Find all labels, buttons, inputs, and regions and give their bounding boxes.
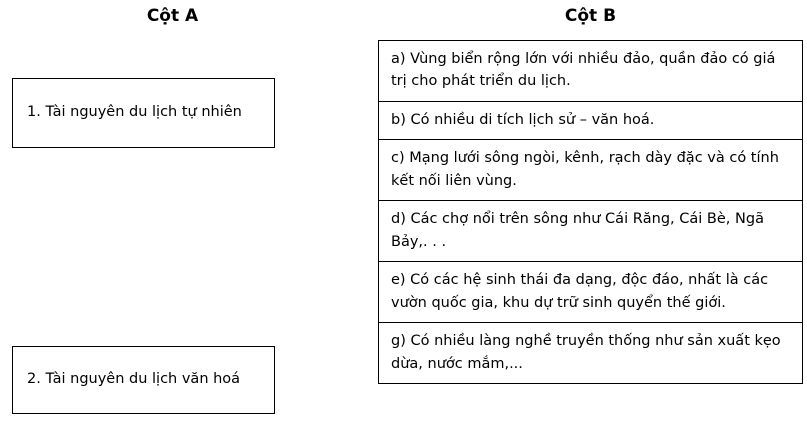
column-b-item-c-label: c) Mạng lưới sông ngòi, kênh, rạch dày đặc và có tính kết nối liên vùng. xyxy=(391,150,779,189)
column-b-item-a-label: a) Vùng biển rộng lớn với nhiều đảo, quần đảo có giá trị cho phát triển du lịch. xyxy=(391,51,776,90)
column-b-item-b[interactable] xyxy=(379,102,802,140)
column-b-table xyxy=(378,40,803,384)
column-a-item-1[interactable] xyxy=(12,78,275,148)
column-b-item-a[interactable] xyxy=(379,41,802,102)
column-a-item-2[interactable] xyxy=(12,346,275,414)
column-b-item-e-label: e) Có các hệ sinh thái đa dạng, độc đáo, nhất là các vườn quốc gia, khu dự trữ sinh quyển thế giới. xyxy=(391,272,769,311)
column-b-item-c[interactable] xyxy=(379,140,802,201)
column-b-item-d[interactable] xyxy=(379,201,802,262)
column-b-heading: Cột B xyxy=(564,6,617,26)
column-a-item-2-label: 2. Tài nguyên du lịch văn hoá xyxy=(27,371,241,388)
column-b-item-d-label: d) Các chợ nổi trên sông như Cái Răng, Cái Bè, Ngã Bảy,. . . xyxy=(391,211,764,250)
column-b-item-e[interactable] xyxy=(379,262,802,323)
column-a-item-1-label: 1. Tài nguyên du lịch tự nhiên xyxy=(27,104,242,121)
column-b-item-g[interactable] xyxy=(379,323,802,383)
column-b-item-g-label: g) Có nhiều làng nghề truyền thống như sản xuất kẹo dừa, nước mắm,... xyxy=(391,333,781,372)
column-b-item-b-label: b) Có nhiều di tích lịch sử – văn hoá. xyxy=(391,111,655,128)
column-a-heading: Cột A xyxy=(146,6,199,26)
